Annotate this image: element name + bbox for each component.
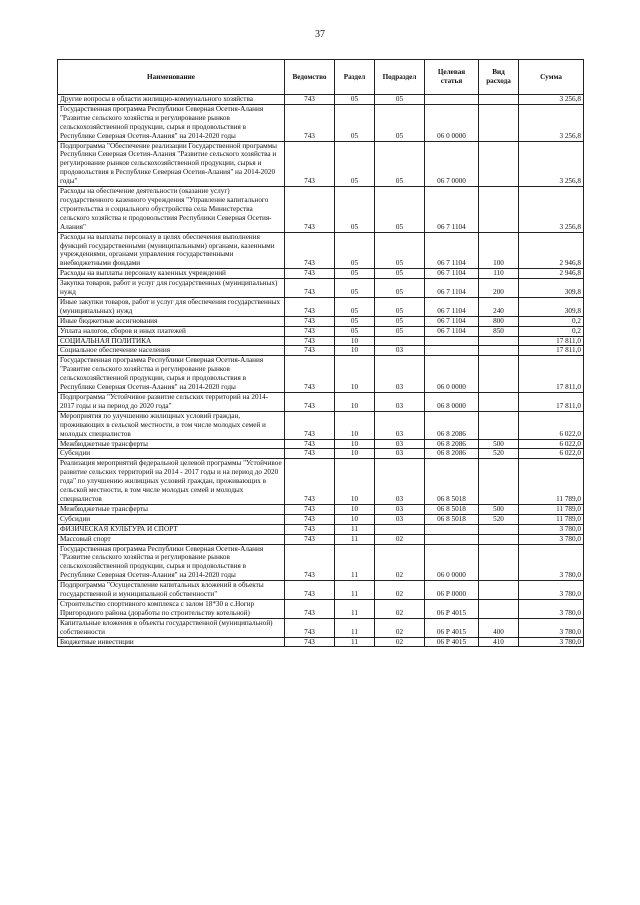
row-name: Государственная программа Республики Северная Осетия-Алания "Развитие сельского хозяйства и регулирование рынков сельскохозяйственной продукции, сырья и продовольствия в Республике Северная Осетия-Алания" на 2014-2020 годы bbox=[58, 356, 285, 393]
table-row bbox=[58, 269, 584, 279]
table-row bbox=[58, 104, 584, 141]
row-amount: 309,8 bbox=[519, 297, 584, 316]
table-row bbox=[58, 459, 584, 505]
row-expense-type: 850 bbox=[479, 326, 519, 336]
row-department: 743 bbox=[285, 524, 335, 534]
row-expense-type: 100 bbox=[479, 232, 519, 269]
row-department: 743 bbox=[285, 459, 335, 505]
row-name: Массовый спорт bbox=[58, 534, 285, 544]
row-subsection: 03 bbox=[375, 356, 425, 393]
table-row bbox=[58, 279, 584, 298]
row-subsection: 03 bbox=[375, 346, 425, 356]
row-amount: 2 946,8 bbox=[519, 232, 584, 269]
row-expense-type bbox=[479, 459, 519, 505]
row-expense-type: 410 bbox=[479, 637, 519, 647]
row-name: СОЦИАЛЬНАЯ ПОЛИТИКА bbox=[58, 336, 285, 346]
row-expense-type: 500 bbox=[479, 504, 519, 514]
table-row bbox=[58, 297, 584, 316]
row-target-article bbox=[425, 346, 479, 356]
row-department: 743 bbox=[285, 104, 335, 141]
row-department: 743 bbox=[285, 141, 335, 187]
budget-table bbox=[57, 59, 584, 647]
row-subsection: 03 bbox=[375, 514, 425, 524]
row-amount: 17 811,0 bbox=[519, 393, 584, 412]
row-subsection: 05 bbox=[375, 232, 425, 269]
row-amount: 0,2 bbox=[519, 316, 584, 326]
row-department: 743 bbox=[285, 449, 335, 459]
row-department: 743 bbox=[285, 316, 335, 326]
table-row bbox=[58, 637, 584, 647]
row-department: 743 bbox=[285, 326, 335, 336]
row-department: 743 bbox=[285, 411, 335, 439]
row-name: Расходы на обеспечение деятельности (оказание услуг) государственного казенного учреждения "Управление капитального строительства и социального обустройства села Министерства сельского хозяйства и продовольствия Республики Северная Осетия-Алания" bbox=[58, 187, 285, 233]
row-subsection: 05 bbox=[375, 279, 425, 298]
row-section: 11 bbox=[335, 534, 375, 544]
row-amount: 6 022,0 bbox=[519, 411, 584, 439]
row-subsection: 05 bbox=[375, 297, 425, 316]
row-subsection: 02 bbox=[375, 544, 425, 581]
row-name: Уплата налогов, сборов и иных платежей bbox=[58, 326, 285, 336]
row-section: 10 bbox=[335, 346, 375, 356]
row-section: 05 bbox=[335, 326, 375, 336]
row-target-article: 06 8 2086 bbox=[425, 411, 479, 439]
row-expense-type bbox=[479, 393, 519, 412]
row-department: 743 bbox=[285, 356, 335, 393]
row-expense-type bbox=[479, 544, 519, 581]
row-subsection: 02 bbox=[375, 581, 425, 600]
row-amount: 11 789,0 bbox=[519, 514, 584, 524]
row-target-article: 06 Р 4015 bbox=[425, 637, 479, 647]
row-name: Строительство спортивного комплекса с залом 18*30 в с.Ногир Пригородного района (доработы по строительству котельной) bbox=[58, 599, 285, 618]
row-name: Субсидии bbox=[58, 514, 285, 524]
row-target-article: 06 8 2086 bbox=[425, 449, 479, 459]
row-target-article: 06 8 5018 bbox=[425, 504, 479, 514]
row-target-article: 06 0 0000 bbox=[425, 356, 479, 393]
row-target-article: 06 7 1104 bbox=[425, 279, 479, 298]
row-department: 743 bbox=[285, 269, 335, 279]
table-row bbox=[58, 504, 584, 514]
row-target-article: 06 7 1104 bbox=[425, 316, 479, 326]
row-name: ФИЗИЧЕСКАЯ КУЛЬТУРА И СПОРТ bbox=[58, 524, 285, 534]
row-target-article: 06 Р 4015 bbox=[425, 599, 479, 618]
row-expense-type: 240 bbox=[479, 297, 519, 316]
header-section: Раздел bbox=[335, 60, 375, 95]
row-section: 10 bbox=[335, 356, 375, 393]
row-name: Иные бюджетные ассигнования bbox=[58, 316, 285, 326]
row-name: Подпрограмма "Обеспечение реализации Государственной программы Республики Северная Осетия-Алания "Развитие сельского хозяйства и регулирование рынков сельскохозяйственной продукции, сырья и продовольствия в Республике Северная Осетия-Алания" на 2014-2020 годы" bbox=[58, 141, 285, 187]
table-row bbox=[58, 232, 584, 269]
row-section: 10 bbox=[335, 504, 375, 514]
row-name: Расходы на выплаты персоналу казенных учреждений bbox=[58, 269, 285, 279]
row-target-article: 06 7 1104 bbox=[425, 297, 479, 316]
row-subsection: 05 bbox=[375, 95, 425, 105]
row-section: 05 bbox=[335, 232, 375, 269]
row-subsection: 03 bbox=[375, 449, 425, 459]
row-name: Межбюджетные трансферты bbox=[58, 504, 285, 514]
row-target-article bbox=[425, 534, 479, 544]
row-section: 05 bbox=[335, 279, 375, 298]
row-expense-type bbox=[479, 141, 519, 187]
row-name: Расходы на выплаты персоналу в целях обеспечения выполнения функций государственными (муниципальными) органами, казенными учреждениями, органами управления государственными внебюджетными фондами bbox=[58, 232, 285, 269]
row-amount: 3 780,0 bbox=[519, 637, 584, 647]
row-department: 743 bbox=[285, 336, 335, 346]
row-subsection: 03 bbox=[375, 393, 425, 412]
row-expense-type bbox=[479, 411, 519, 439]
table-row bbox=[58, 524, 584, 534]
table-row bbox=[58, 187, 584, 233]
row-section: 11 bbox=[335, 544, 375, 581]
row-section: 11 bbox=[335, 599, 375, 618]
row-section: 05 bbox=[335, 95, 375, 105]
row-subsection: 05 bbox=[375, 104, 425, 141]
header-amount: Сумма bbox=[519, 60, 584, 95]
row-department: 743 bbox=[285, 534, 335, 544]
row-target-article: 06 8 5018 bbox=[425, 459, 479, 505]
table-row bbox=[58, 534, 584, 544]
row-expense-type bbox=[479, 95, 519, 105]
row-name: Межбюджетные трансферты bbox=[58, 439, 285, 449]
row-section: 05 bbox=[335, 269, 375, 279]
table-row bbox=[58, 346, 584, 356]
row-expense-type bbox=[479, 524, 519, 534]
table-body bbox=[58, 95, 584, 647]
row-expense-type bbox=[479, 534, 519, 544]
row-target-article: 06 8 0000 bbox=[425, 393, 479, 412]
row-expense-type bbox=[479, 187, 519, 233]
row-subsection: 03 bbox=[375, 504, 425, 514]
row-subsection: 02 bbox=[375, 637, 425, 647]
row-amount: 17 811,0 bbox=[519, 346, 584, 356]
row-name: Социальное обеспечение населения bbox=[58, 346, 285, 356]
row-department: 743 bbox=[285, 504, 335, 514]
row-name: Мероприятия по улучшению жилищных условий граждан, проживающих в сельской местности, в том числе молодых семей и молодых специалистов bbox=[58, 411, 285, 439]
row-amount: 17 811,0 bbox=[519, 336, 584, 346]
row-expense-type: 800 bbox=[479, 316, 519, 326]
row-subsection: 05 bbox=[375, 269, 425, 279]
row-section: 05 bbox=[335, 141, 375, 187]
row-section: 11 bbox=[335, 524, 375, 534]
table-row bbox=[58, 544, 584, 581]
row-section: 11 bbox=[335, 581, 375, 600]
row-subsection: 03 bbox=[375, 439, 425, 449]
table-row bbox=[58, 449, 584, 459]
header-department: Ведомство bbox=[285, 60, 335, 95]
row-section: 05 bbox=[335, 297, 375, 316]
row-amount: 2 946,8 bbox=[519, 269, 584, 279]
table-header-row bbox=[58, 60, 584, 95]
row-target-article bbox=[425, 524, 479, 534]
header-target-article: Целевая статья bbox=[425, 60, 479, 95]
row-name: Подпрограмма "Осуществление капитальных вложений в объекты государственной и муниципальной собственности" bbox=[58, 581, 285, 600]
row-expense-type bbox=[479, 336, 519, 346]
table-row bbox=[58, 336, 584, 346]
row-target-article bbox=[425, 336, 479, 346]
row-target-article: 06 8 2086 bbox=[425, 439, 479, 449]
row-name: Подпрограмма "Устойчивое развитие сельских территорий на 2014-2017 годы и на период до 2020 года" bbox=[58, 393, 285, 412]
row-name: Государственная программа Республики Северная Осетия-Алания "Развитие сельского хозяйства и регулирование рынков сельскохозяйственной продукции, сырья и продовольствия в Республике Северная Осетия-Алания" на 2014-2020 годы bbox=[58, 544, 285, 581]
row-expense-type: 200 bbox=[479, 279, 519, 298]
row-name: Капитальные вложения в объекты государственной (муниципальной) собственности bbox=[58, 618, 285, 637]
row-expense-type bbox=[479, 104, 519, 141]
table-row bbox=[58, 618, 584, 637]
row-target-article: 06 7 1104 bbox=[425, 187, 479, 233]
row-target-article: 06 8 5018 bbox=[425, 514, 479, 524]
row-expense-type bbox=[479, 581, 519, 600]
header-name: Наименование bbox=[58, 60, 285, 95]
row-target-article: 06 7 1104 bbox=[425, 269, 479, 279]
row-department: 743 bbox=[285, 393, 335, 412]
row-amount: 3 780,0 bbox=[519, 544, 584, 581]
row-section: 11 bbox=[335, 618, 375, 637]
row-target-article: 06 0 0000 bbox=[425, 104, 479, 141]
row-department: 743 bbox=[285, 439, 335, 449]
row-target-article bbox=[425, 95, 479, 105]
row-section: 11 bbox=[335, 637, 375, 647]
row-department: 743 bbox=[285, 544, 335, 581]
row-amount: 3 256,8 bbox=[519, 95, 584, 105]
row-expense-type: 500 bbox=[479, 439, 519, 449]
row-section: 05 bbox=[335, 316, 375, 326]
row-subsection: 03 bbox=[375, 411, 425, 439]
row-section: 10 bbox=[335, 439, 375, 449]
row-target-article: 06 Р 4015 bbox=[425, 618, 479, 637]
row-amount: 0,2 bbox=[519, 326, 584, 336]
row-amount: 3 256,8 bbox=[519, 104, 584, 141]
row-department: 743 bbox=[285, 232, 335, 269]
row-amount: 3 780,0 bbox=[519, 599, 584, 618]
row-amount: 3 780,0 bbox=[519, 581, 584, 600]
table-row bbox=[58, 95, 584, 105]
row-amount: 6 022,0 bbox=[519, 439, 584, 449]
row-subsection: 05 bbox=[375, 326, 425, 336]
row-name: Иные закупки товаров, работ и услуг для обеспечения государственных (муниципальных) нужд bbox=[58, 297, 285, 316]
row-section: 10 bbox=[335, 449, 375, 459]
row-amount: 3 780,0 bbox=[519, 534, 584, 544]
table-row bbox=[58, 514, 584, 524]
row-amount: 3 256,8 bbox=[519, 187, 584, 233]
row-amount: 309,8 bbox=[519, 279, 584, 298]
row-department: 743 bbox=[285, 599, 335, 618]
row-target-article: 06 Р 0000 bbox=[425, 581, 479, 600]
row-expense-type bbox=[479, 599, 519, 618]
table-row bbox=[58, 599, 584, 618]
table-row bbox=[58, 326, 584, 336]
row-subsection: 05 bbox=[375, 141, 425, 187]
row-section: 10 bbox=[335, 336, 375, 346]
row-amount: 17 811,0 bbox=[519, 356, 584, 393]
row-subsection: 02 bbox=[375, 599, 425, 618]
row-name: Другие вопросы в области жилищно-коммунального хозяйства bbox=[58, 95, 285, 105]
row-section: 10 bbox=[335, 411, 375, 439]
row-department: 743 bbox=[285, 95, 335, 105]
row-target-article: 06 0 0000 bbox=[425, 544, 479, 581]
row-department: 743 bbox=[285, 187, 335, 233]
row-expense-type: 520 bbox=[479, 514, 519, 524]
row-expense-type: 110 bbox=[479, 269, 519, 279]
row-subsection: 03 bbox=[375, 459, 425, 505]
row-subsection: 05 bbox=[375, 187, 425, 233]
row-name: Бюджетные инвестиции bbox=[58, 637, 285, 647]
table-row bbox=[58, 439, 584, 449]
row-section: 10 bbox=[335, 459, 375, 505]
header-subsection: Подраздел bbox=[375, 60, 425, 95]
row-expense-type bbox=[479, 356, 519, 393]
row-subsection bbox=[375, 524, 425, 534]
table-row bbox=[58, 411, 584, 439]
row-amount: 3 780,0 bbox=[519, 524, 584, 534]
row-department: 743 bbox=[285, 279, 335, 298]
row-expense-type: 520 bbox=[479, 449, 519, 459]
row-section: 05 bbox=[335, 187, 375, 233]
table-row bbox=[58, 393, 584, 412]
row-target-article: 06 7 1104 bbox=[425, 232, 479, 269]
row-amount: 3 256,8 bbox=[519, 141, 584, 187]
row-subsection: 02 bbox=[375, 534, 425, 544]
row-section: 10 bbox=[335, 514, 375, 524]
row-section: 05 bbox=[335, 104, 375, 141]
row-department: 743 bbox=[285, 581, 335, 600]
row-department: 743 bbox=[285, 618, 335, 637]
row-department: 743 bbox=[285, 514, 335, 524]
table-row bbox=[58, 316, 584, 326]
row-name: Закупка товаров, работ и услуг для государственных (муниципальных) нужд bbox=[58, 279, 285, 298]
row-subsection bbox=[375, 336, 425, 346]
row-name: Субсидии bbox=[58, 449, 285, 459]
page-number: 37 bbox=[315, 29, 325, 40]
row-department: 743 bbox=[285, 346, 335, 356]
row-subsection: 05 bbox=[375, 316, 425, 326]
row-section: 10 bbox=[335, 393, 375, 412]
row-name: Реализация мероприятий федеральной целевой программы "Устойчивое развитие сельских территорий на 2014 - 2017 годы и на период до 2020 года" по улучшению жилищных условий граждан, проживающих в сельской местности, в том числе молодых семей и молодых специалистов bbox=[58, 459, 285, 505]
table-row bbox=[58, 141, 584, 187]
row-department: 743 bbox=[285, 637, 335, 647]
row-name: Государственная программа Республики Северная Осетия-Алания "Развитие сельского хозяйства и регулирование рынков сельскохозяйственной продукции, сырья и продовольствия в Республике Северная Осетия-Алания" на 2014-2020 годы bbox=[58, 104, 285, 141]
table-row bbox=[58, 581, 584, 600]
header-expense-type: Вид расхода bbox=[479, 60, 519, 95]
table-row bbox=[58, 356, 584, 393]
row-amount: 6 022,0 bbox=[519, 449, 584, 459]
row-expense-type: 400 bbox=[479, 618, 519, 637]
row-target-article: 06 7 0000 bbox=[425, 141, 479, 187]
row-target-article: 06 7 1104 bbox=[425, 326, 479, 336]
row-expense-type bbox=[479, 346, 519, 356]
row-amount: 11 789,0 bbox=[519, 459, 584, 505]
row-subsection: 02 bbox=[375, 618, 425, 637]
row-department: 743 bbox=[285, 297, 335, 316]
row-amount: 11 789,0 bbox=[519, 504, 584, 514]
row-amount: 3 780,0 bbox=[519, 618, 584, 637]
